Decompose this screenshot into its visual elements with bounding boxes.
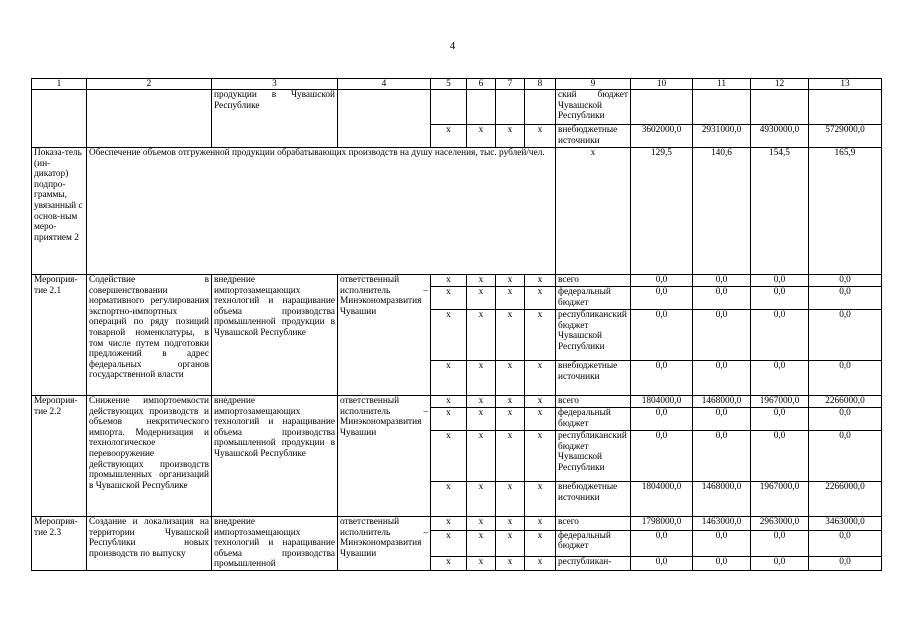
amount-cell: 0,0 bbox=[809, 408, 882, 431]
code-mark: x bbox=[431, 517, 467, 531]
code-mark: x bbox=[431, 557, 467, 571]
activity-executor: ответственный исполнитель – Минэкономразвития Чувашии bbox=[338, 396, 431, 517]
code-mark: x bbox=[525, 530, 556, 556]
code-mark: x bbox=[496, 396, 525, 408]
code-mark: x bbox=[525, 408, 556, 431]
code-mark: x bbox=[431, 287, 467, 310]
amount-cell: 0,0 bbox=[631, 287, 693, 310]
amount-cell: 0,0 bbox=[751, 530, 809, 556]
amount-cell: 1967000,0 bbox=[751, 482, 809, 517]
amount-cell: 1468000,0 bbox=[693, 482, 751, 517]
amount-cell: 0,0 bbox=[809, 557, 882, 571]
column-number: 10 bbox=[631, 79, 693, 90]
page-number: 4 bbox=[449, 40, 456, 52]
indicator-text: Обеспечение объемов отгруженной продукции обрабатывающих производств на душу населения, тыс. рублей/чел. bbox=[87, 148, 556, 275]
amount-cell: 0,0 bbox=[631, 431, 693, 482]
amount-cell: 1463000,0 bbox=[693, 517, 751, 531]
activity-executor: ответственный исполнитель – Минэкономразвития Чувашии bbox=[338, 517, 431, 571]
code-mark: x bbox=[431, 431, 467, 482]
activity-label: Мероприя-тие 2.3 bbox=[32, 517, 87, 571]
code-mark: x bbox=[496, 557, 525, 571]
amount-cell: 0,0 bbox=[693, 431, 751, 482]
amount-cell bbox=[693, 90, 751, 125]
amount-cell: 0,0 bbox=[693, 287, 751, 310]
amount-cell: 0,0 bbox=[751, 287, 809, 310]
column-number: 3 bbox=[212, 79, 338, 90]
amount-cell: 0,0 bbox=[809, 361, 882, 396]
activity-label: Мероприя-тие 2.2 bbox=[32, 396, 87, 517]
activity-label: Мероприя-тие 2.1 bbox=[32, 275, 87, 396]
column-number: 6 bbox=[467, 79, 496, 90]
code-mark: x bbox=[467, 275, 496, 287]
code-cell bbox=[525, 90, 556, 125]
funding-source: федеральный бюджет bbox=[556, 287, 631, 310]
funding-source: внебюджетные источники bbox=[556, 125, 631, 148]
activity-description: Создание и локализация на территории Чувашской Республики новых производств по выпуску bbox=[87, 517, 212, 571]
budget-table bbox=[31, 78, 882, 571]
indicator-value: 154,5 bbox=[751, 148, 809, 275]
code-mark: x bbox=[467, 396, 496, 408]
code-mark: x bbox=[431, 275, 467, 287]
funding-source: внебюджетные источники bbox=[556, 482, 631, 517]
column-number: 7 bbox=[496, 79, 525, 90]
column-number: 12 bbox=[751, 79, 809, 90]
amount-cell: 0,0 bbox=[751, 557, 809, 571]
amount-cell: 0,0 bbox=[631, 530, 693, 556]
activity-description: Содействие в совершенствовании нормативного регулирования экспортно-импортных операций по ряду позиций товарной номенклатуры, в том числе путем подготовки предложений в адрес федеральных органов государственной власти bbox=[87, 275, 212, 396]
code-mark: x bbox=[467, 408, 496, 431]
goal-cell: продукции в Чувашской Республике bbox=[212, 90, 338, 148]
code-mark: x bbox=[525, 396, 556, 408]
amount-cell: 0,0 bbox=[631, 361, 693, 396]
activity-description: Снижение импортоемкости действующих производств и объемов некритического импорта. Модернизация и технологическое перевооружение действующих производств промышленных организаций в Чувашской Республике bbox=[87, 396, 212, 517]
amount-cell: 0,0 bbox=[631, 310, 693, 361]
code-mark: x bbox=[525, 287, 556, 310]
amount-cell: 0,0 bbox=[631, 557, 693, 571]
amount-cell: 4930000,0 bbox=[751, 125, 809, 148]
amount-cell: 0,0 bbox=[809, 275, 882, 287]
indicator-row bbox=[32, 148, 882, 275]
indicator-mark: x bbox=[556, 148, 631, 275]
code-mark: x bbox=[496, 431, 525, 482]
code-mark: x bbox=[431, 310, 467, 361]
code-mark: x bbox=[525, 275, 556, 287]
column-number: 13 bbox=[809, 79, 882, 90]
code-mark: x bbox=[431, 396, 467, 408]
funding-source: республиканский бюджет Чувашской Республики bbox=[556, 310, 631, 361]
code-mark: x bbox=[467, 482, 496, 517]
funding-source: всего bbox=[556, 517, 631, 531]
amount-cell: 0,0 bbox=[751, 361, 809, 396]
amount-cell: 2266000,0 bbox=[809, 396, 882, 408]
funding-source: всего bbox=[556, 396, 631, 408]
code-mark: x bbox=[496, 408, 525, 431]
amount-cell: 0,0 bbox=[809, 431, 882, 482]
column-number: 1 bbox=[32, 79, 87, 90]
code-mark: x bbox=[496, 517, 525, 531]
amount-cell: 0,0 bbox=[751, 310, 809, 361]
amount-cell: 1468000,0 bbox=[693, 396, 751, 408]
funding-source: всего bbox=[556, 275, 631, 287]
amount-cell: 3602000,0 bbox=[631, 125, 693, 148]
column-number: 2 bbox=[87, 79, 212, 90]
code-mark: x bbox=[467, 517, 496, 531]
code-mark: x bbox=[467, 310, 496, 361]
indicator-label: Показа-тель (ин-дикатор) подпро-граммы, увязанный с основ-ным меро-приятием 2 bbox=[32, 148, 87, 275]
amount-cell: 1804000,0 bbox=[631, 396, 693, 408]
amount-cell: 0,0 bbox=[693, 310, 751, 361]
amount-cell: 0,0 bbox=[693, 408, 751, 431]
column-number: 4 bbox=[338, 79, 431, 90]
code-mark: x bbox=[467, 361, 496, 396]
code-mark: x bbox=[431, 530, 467, 556]
label-cell bbox=[32, 90, 87, 148]
amount-cell: 0,0 bbox=[693, 530, 751, 556]
code-mark: x bbox=[431, 361, 467, 396]
amount-cell: 5729000,0 bbox=[809, 125, 882, 148]
amount-cell: 3463000,0 bbox=[809, 517, 882, 531]
code-mark: x bbox=[525, 517, 556, 531]
code-mark: x bbox=[525, 431, 556, 482]
indicator-value: 129,5 bbox=[631, 148, 693, 275]
code-mark: x bbox=[467, 431, 496, 482]
code-mark: x bbox=[496, 287, 525, 310]
amount-cell: 1798000,0 bbox=[631, 517, 693, 531]
code-mark: x bbox=[467, 287, 496, 310]
amount-cell: 2931000,0 bbox=[693, 125, 751, 148]
amount-cell: 0,0 bbox=[631, 275, 693, 287]
amount-cell: 1967000,0 bbox=[751, 396, 809, 408]
amount-cell bbox=[751, 90, 809, 125]
code-mark: x bbox=[467, 530, 496, 556]
amount-cell: 0,0 bbox=[809, 287, 882, 310]
code-mark: x bbox=[467, 557, 496, 571]
code-cell bbox=[467, 90, 496, 125]
amount-cell: 0,0 bbox=[751, 431, 809, 482]
amount-cell: 0,0 bbox=[809, 310, 882, 361]
amount-cell: 0,0 bbox=[693, 275, 751, 287]
amount-cell: 0,0 bbox=[693, 557, 751, 571]
funding-source: федеральный бюджет bbox=[556, 530, 631, 556]
column-number: 9 bbox=[556, 79, 631, 90]
code-mark: x bbox=[496, 530, 525, 556]
funding-source: республикан- bbox=[556, 557, 631, 571]
amount-cell: 0,0 bbox=[809, 530, 882, 556]
column-number: 8 bbox=[525, 79, 556, 90]
code-mark: x bbox=[431, 408, 467, 431]
amount-cell: 2266000,0 bbox=[809, 482, 882, 517]
activity-row bbox=[32, 396, 882, 408]
code-mark: x bbox=[496, 275, 525, 287]
code-mark: x bbox=[496, 310, 525, 361]
amount-cell bbox=[809, 90, 882, 125]
continuation-row bbox=[32, 90, 882, 125]
code-mark: x bbox=[431, 125, 467, 148]
column-number: 11 bbox=[693, 79, 751, 90]
funding-source: республиканский бюджет Чувашской Республики bbox=[556, 431, 631, 482]
activity-goal: внедрение импортозамещающих технологий и наращивание объема производства промышленной продукции в Чувашской Республике bbox=[212, 396, 338, 517]
code-mark: x bbox=[525, 310, 556, 361]
code-mark: x bbox=[496, 361, 525, 396]
code-mark: x bbox=[496, 482, 525, 517]
amount-cell bbox=[631, 90, 693, 125]
code-mark: x bbox=[525, 557, 556, 571]
activity-row bbox=[32, 275, 882, 287]
activity-goal: внедрение импортозамещающих технологий и наращивание объема производства промышленной продукции в Чувашской Республике bbox=[212, 275, 338, 396]
code-cell bbox=[431, 90, 467, 125]
activity-row bbox=[32, 517, 882, 531]
funding-source: федеральный бюджет bbox=[556, 408, 631, 431]
code-mark: x bbox=[467, 125, 496, 148]
amount-cell: 2963000,0 bbox=[751, 517, 809, 531]
code-cell bbox=[496, 90, 525, 125]
amount-cell: 0,0 bbox=[693, 361, 751, 396]
amount-cell: 0,0 bbox=[631, 408, 693, 431]
indicator-value: 140,6 bbox=[693, 148, 751, 275]
funding-source: внебюджетные источники bbox=[556, 361, 631, 396]
code-mark: x bbox=[431, 482, 467, 517]
activity-executor: ответственный исполнитель – Минэкономразвития Чувашии bbox=[338, 275, 431, 396]
description-cell bbox=[87, 90, 212, 148]
column-number: 5 bbox=[431, 79, 467, 90]
funding-source: ский бюджет Чувашской Республики bbox=[556, 90, 631, 125]
activity-goal: внедрение импортозамещающих технологий и наращивание объема производства промышленной bbox=[212, 517, 338, 571]
indicator-value: 165,9 bbox=[809, 148, 882, 275]
column-number-row bbox=[32, 79, 882, 90]
amount-cell: 0,0 bbox=[751, 408, 809, 431]
code-mark: x bbox=[525, 125, 556, 148]
code-mark: x bbox=[525, 482, 556, 517]
executor-cell bbox=[338, 90, 431, 148]
code-mark: x bbox=[496, 125, 525, 148]
amount-cell: 0,0 bbox=[751, 275, 809, 287]
code-mark: x bbox=[525, 361, 556, 396]
amount-cell: 1804000,0 bbox=[631, 482, 693, 517]
